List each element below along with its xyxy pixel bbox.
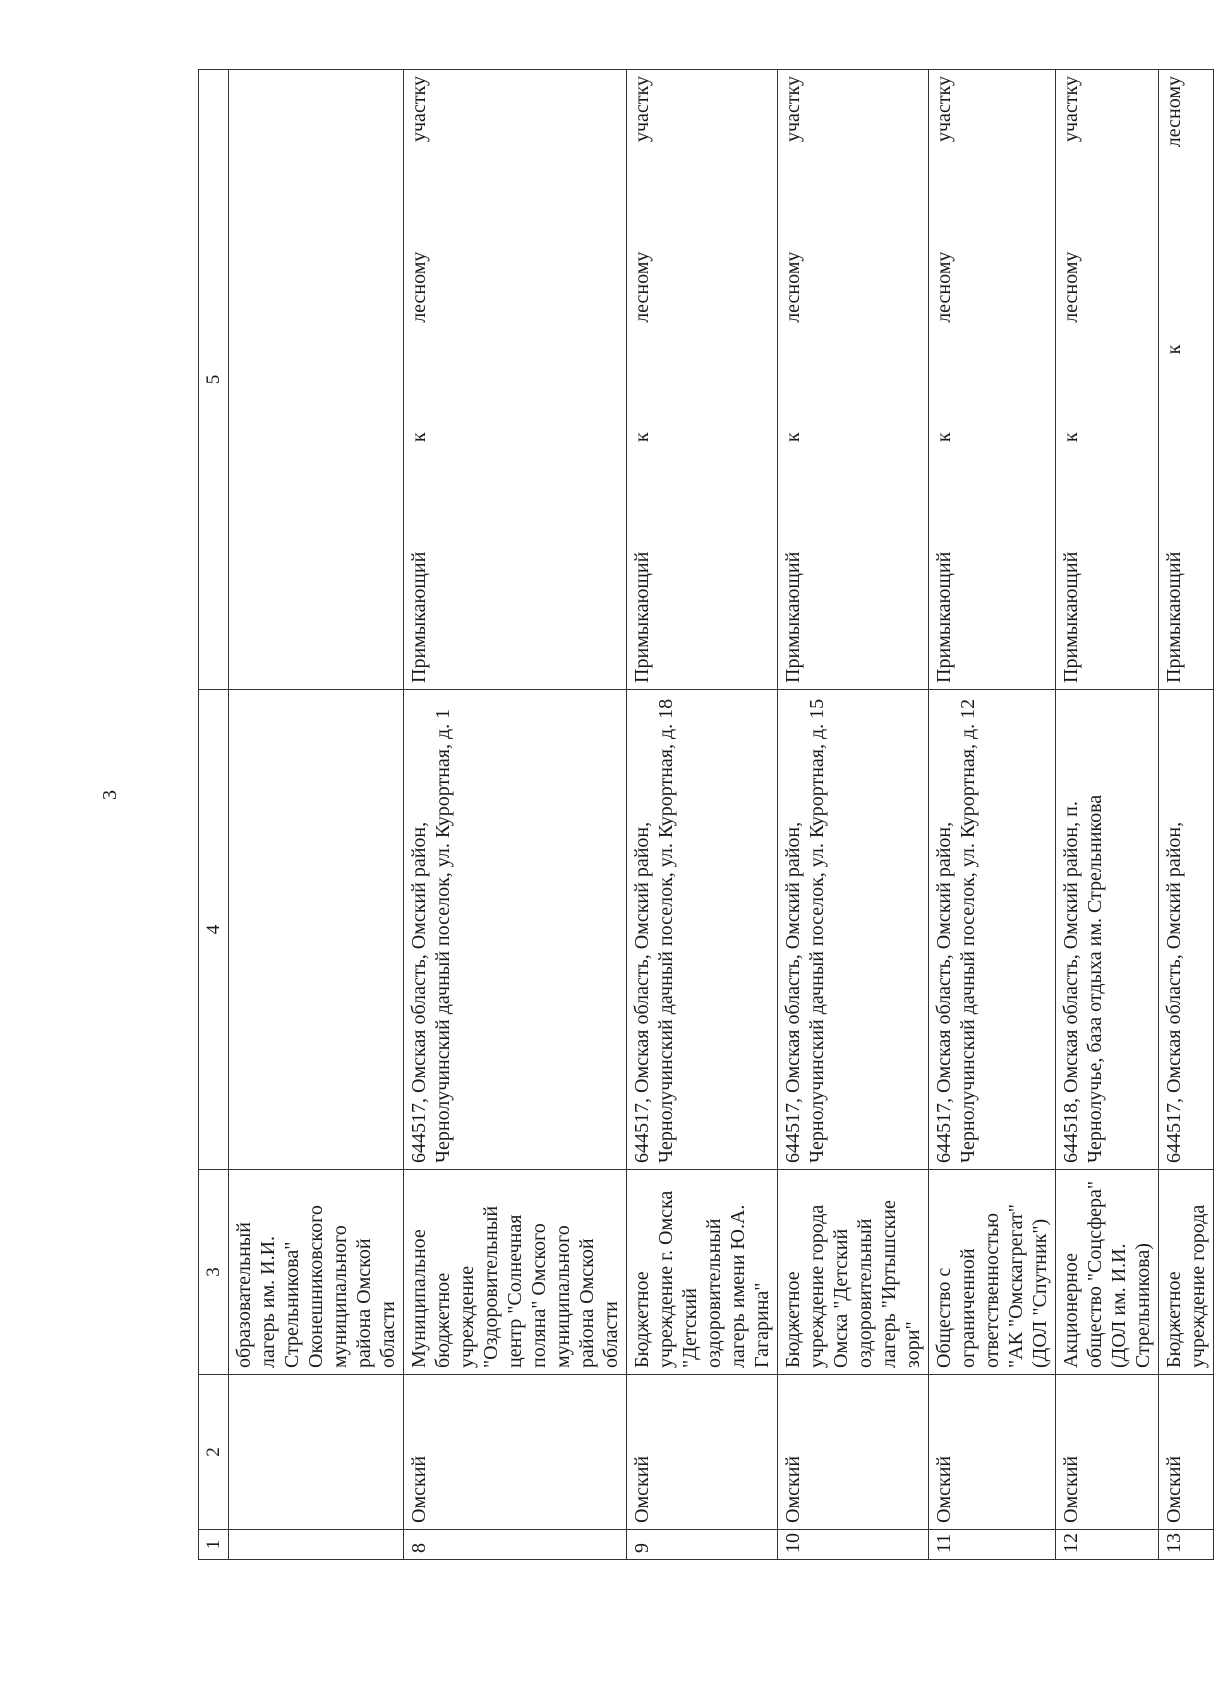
row-number: 12 <box>1056 1530 1159 1560</box>
district-cell: Омский <box>627 1375 778 1530</box>
district-cell: Омский <box>929 1375 1056 1530</box>
note-cell: Примыкающий к лесному <box>1159 70 1214 690</box>
address-cell <box>229 690 404 1170</box>
district-cell: Омский <box>778 1375 929 1530</box>
district-cell: Омский <box>1159 1375 1214 1530</box>
district-cell <box>229 1375 404 1530</box>
address-cell: 644518, Омская область, Омский район, п. Чернолучье, база отдыха им. Стрельникова <box>1056 690 1159 1170</box>
table-row <box>404 70 627 1560</box>
organization-cell: Муниципальное бюджетное учреждение "Оздоровительный центр "Солнечная поляна" Омского муниципального района Омской области <box>404 1170 627 1375</box>
row-number: 9 <box>627 1530 778 1560</box>
organization-cell: Бюджетное учреждение города Омска "Детский оздоровительный лагерь "Иртышские зори" <box>778 1170 929 1375</box>
note-cell: Примыкающий к лесному участку <box>929 70 1056 690</box>
header-col-2: 2 <box>199 1375 229 1530</box>
address-cell: 644517, Омская область, Омский район, Чернолучинский дачный поселок, ул. Курортная, д. 1 <box>404 690 627 1170</box>
address-cell: 644517, Омская область, Омский район, Чернолучинский дачный поселок, ул. Курортная, д. 15 <box>778 690 929 1170</box>
table-row <box>1056 70 1159 1560</box>
note-cell: Примыкающий к лесному участку <box>404 70 627 690</box>
row-number <box>229 1530 404 1560</box>
table-header-row <box>199 70 229 1560</box>
address-cell: 644517, Омская область, Омский район, Чернолучинский дачный поселок, ул. Курортная, д. 12 <box>929 690 1056 1170</box>
organization-cell: Бюджетное учреждение города <box>1159 1170 1214 1375</box>
address-cell: 644517, Омская область, Омский район, <box>1159 690 1214 1170</box>
note-cell: Примыкающий к лесному участку <box>627 70 778 690</box>
header-col-1: 1 <box>199 1530 229 1560</box>
header-col-5: 5 <box>199 70 229 690</box>
row-number: 8 <box>404 1530 627 1560</box>
note-cell: Примыкающий к лесному участку <box>1056 70 1159 690</box>
table-row <box>778 70 929 1560</box>
row-number: 10 <box>778 1530 929 1560</box>
organization-cell: Общество с ограниченной ответственностью "АК "Омскагрегат" (ДОЛ "Спутник") <box>929 1170 1056 1375</box>
table-row <box>1159 70 1214 1560</box>
district-cell: Омский <box>1056 1375 1159 1530</box>
header-col-4: 4 <box>199 690 229 1170</box>
row-number: 11 <box>929 1530 1056 1560</box>
district-cell: Омский <box>404 1375 627 1530</box>
note-cell: Примыкающий к лесному участку <box>778 70 929 690</box>
organization-cell: образовательный лагерь им. И.И. Стрельникова" Оконешниковского муниципального района Омской области <box>229 1170 404 1375</box>
table-row <box>929 70 1056 1560</box>
note-cell <box>229 70 404 690</box>
header-col-3: 3 <box>199 1170 229 1375</box>
table-row <box>229 70 404 1560</box>
organization-cell: Акционерное общество "Соцсфера" (ДОЛ им. И.И. Стрельникова) <box>1056 1170 1159 1375</box>
row-number: 13 <box>1159 1530 1214 1560</box>
table-row <box>627 70 778 1560</box>
page-number: 3 <box>99 790 121 800</box>
registry-table <box>198 69 1214 1560</box>
address-cell: 644517, Омская область, Омский район, Чернолучинский дачный поселок, ул. Курортная, д. 18 <box>627 690 778 1170</box>
registry-table-container <box>198 70 1209 1560</box>
organization-cell: Бюджетное учреждение г. Омска "Детский оздоровительный лагерь имени Ю.А. Гагарина" <box>627 1170 778 1375</box>
